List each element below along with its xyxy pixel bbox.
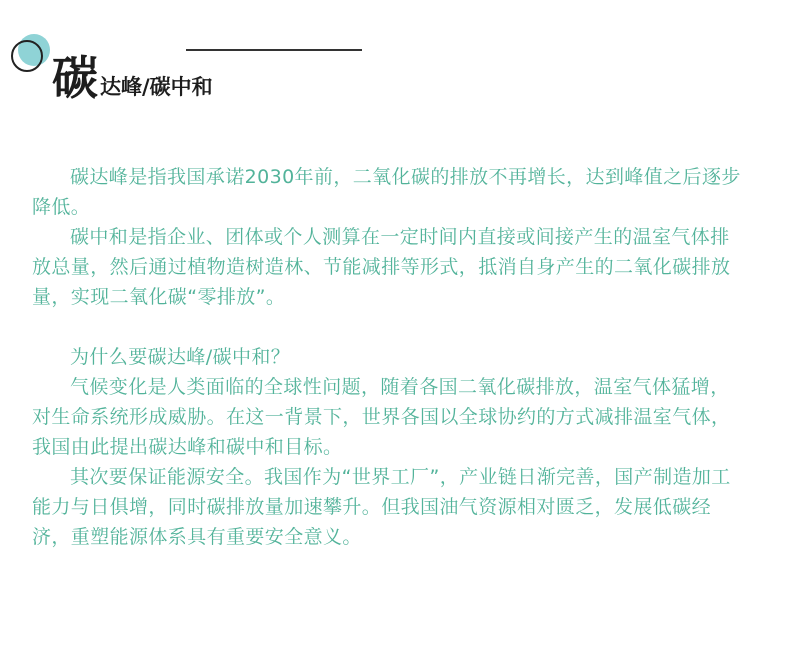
section-title [52,51,213,105]
paragraph-carbon-neutrality: 碳中和是指企业、团体或个人测算在一定时间内直接或间接产生的温室气体排放总量，然后通过植物造树造林、节能减排等形式，抵消自身产生的二氧化碳排放量，实现二氧化碳“零排放”。 [32,226,731,308]
title-large-character: 碳 [52,51,98,105]
outline-circle-icon [11,40,43,72]
header-divider [186,49,362,51]
section-header [0,0,800,120]
question-heading: 为什么要碳达峰/碳中和？ [70,346,291,368]
paragraph-carbon-peak: 碳达峰是指我国承诺2030年前，二氧化碳的排放不再增长，达到峰值之后逐步降低。 [32,166,741,218]
title-rest: 达峰/碳中和 [100,75,213,99]
paragraph-energy-security: 其次要保证能源安全。我国作为“世界工厂”，产业链日渐完善，国产制造加工能力与日俱增，同时碳排放量加速攀升。但我国油气资源相对匮乏，发展低碳经济，重塑能源体系具有重要安全意义。 [32,466,731,548]
paragraph-climate-change: 气候变化是人类面临的全球性问题，随着各国二氧化碳排放，温室气体猛增，对生命系统形成威胁。在这一背景下，世界各国以全球协约的方式减排温室气体，我国由此提出碳达峰和碳中和目标。 [32,376,731,458]
article-body [32,162,744,552]
paragraph-spacer [32,312,744,342]
